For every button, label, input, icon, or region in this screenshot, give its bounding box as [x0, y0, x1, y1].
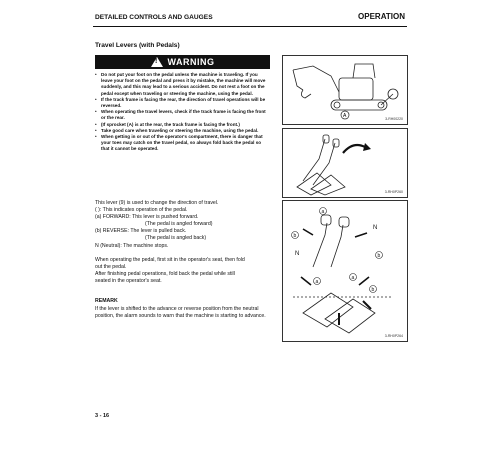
direction-label: b — [377, 253, 381, 259]
body-line: When operating the pedal, first sit in the operator's seat, then fold — [95, 257, 245, 263]
neutral-label: N — [295, 251, 300, 257]
direction-label: a — [321, 209, 325, 215]
warning-item: • If the track frame is facing the rear, the direction of travel operations will be reversed. — [95, 97, 270, 109]
figure-pedal-directions — [282, 200, 408, 342]
header-section: OPERATION — [358, 12, 405, 21]
warning-item: • Take good care when traveling or steering the machine, using the pedal. — [95, 128, 270, 134]
figure-code: 3-RH0P260 — [384, 190, 403, 194]
figure-code: 3-RH0P264 — [384, 334, 403, 338]
pedal-instructions — [95, 257, 245, 285]
body-line: (The pedal is angled back) — [145, 235, 207, 242]
pedal-illustration — [283, 201, 407, 341]
header-rule — [93, 26, 407, 27]
body-line: (The pedal is angled forward) — [145, 221, 213, 228]
warning-icon: ! — [151, 57, 163, 67]
remark-text: If the lever is shifted to the advance or reverse position from the neutral position, the alarm sounds to warn that the machine is starting to advance. — [95, 306, 266, 320]
excavator-illustration — [283, 56, 407, 124]
remark-title: REMARK — [95, 298, 118, 304]
body-line: After finishing pedal operations, fold back the pedal while still — [95, 271, 235, 278]
section-title: Travel Levers (with Pedals) — [95, 42, 180, 49]
body-line: ( ): This indicates operation of the pedal. — [95, 207, 188, 214]
figure-travel-levers — [282, 128, 408, 198]
direction-label: b — [293, 233, 297, 239]
body-line: out the pedal. — [95, 264, 127, 271]
sprocket-label: A — [343, 113, 347, 119]
lever-description — [95, 200, 218, 250]
header-chapter: DETAILED CONTROLS AND GAUGES — [95, 14, 213, 21]
warning-item: • Do not put your foot on the pedal unless the machine is traveling. If you leave your foot on the pedal and press it by mistake, the machine will move suddenly, and this may lead to a serious accident. Do not rest a foot on the pedal except when traveling or steering the machine, using the pedal. — [95, 72, 270, 97]
warning-title: WARNING — [167, 57, 215, 67]
page-number: 3 - 16 — [95, 413, 110, 419]
warning-subline: • When operating the travel levers, check if the track frame is facing the front or the rear. — [95, 109, 270, 121]
warning-list — [95, 72, 270, 153]
direction-label: a — [351, 275, 355, 281]
body-line: (b) REVERSE: The lever is pulled back. — [95, 228, 187, 235]
body-line: N (Neutral): The machine stops. — [95, 242, 169, 249]
warning-box — [95, 55, 270, 179]
direction-label: a — [315, 279, 319, 285]
lever-illustration — [283, 129, 407, 197]
warning-banner — [95, 55, 270, 69]
body-line: seated in the operator's seat. — [95, 278, 162, 285]
direction-label: b — [371, 287, 375, 293]
figure-code: 3-RH00220 — [385, 117, 403, 121]
body-line: This lever (9) is used to change the direction of travel. — [95, 200, 219, 206]
warning-subline: • (If sprocket (A) is at the rear, the track frame is facing the front.) — [95, 122, 270, 128]
body-line: (a) FORWARD: This lever is pushed forward. — [95, 214, 199, 221]
figure-excavator-side — [282, 55, 408, 125]
warning-item: • When getting in or out of the operator's compartment, there is danger that your toes may catch on the travel pedal, so always fold back the pedal so that it cannot be operated. — [95, 134, 270, 153]
neutral-label: N — [373, 225, 378, 231]
